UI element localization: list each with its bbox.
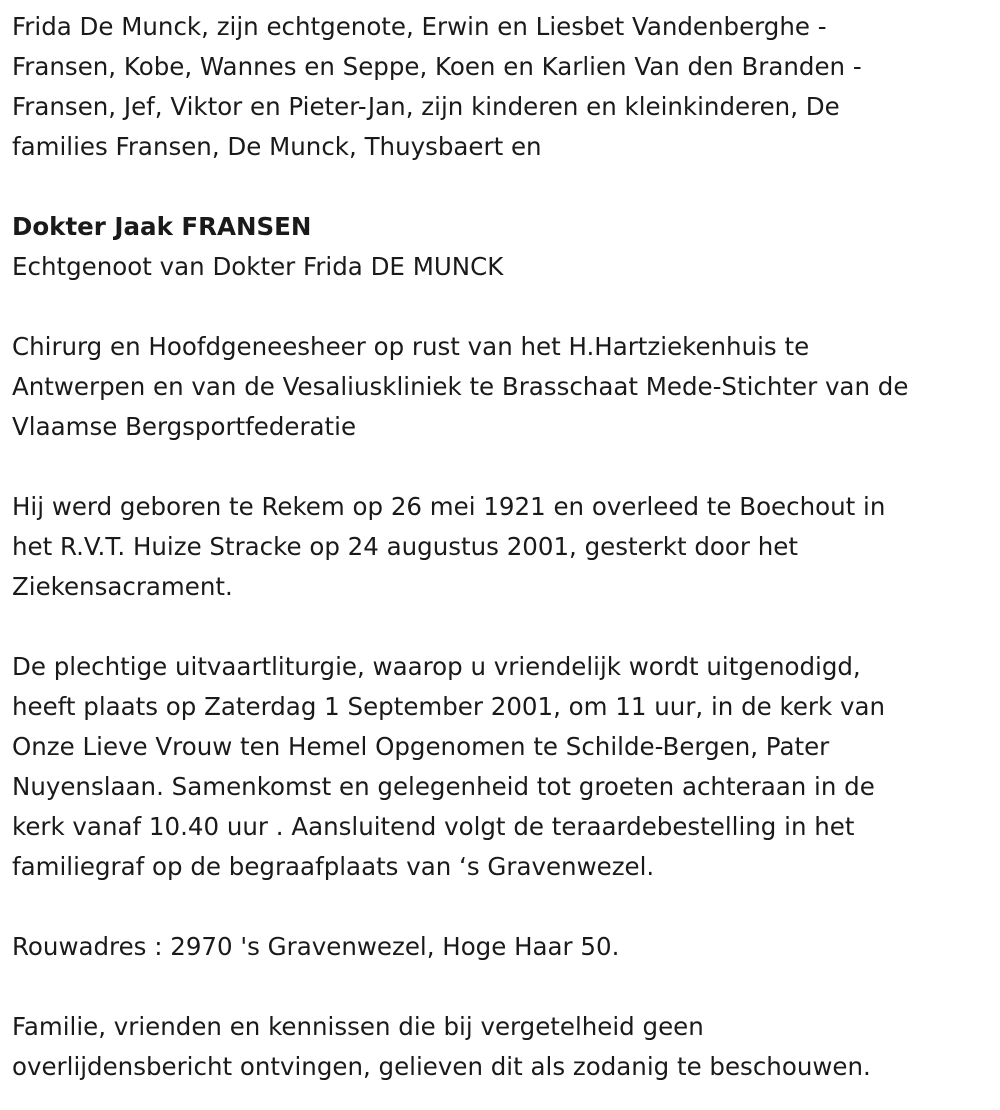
- funeral-line: De plechtige uitvaartliturgie, waarop u vriendelijk wordt uitgenodigd,: [12, 652, 861, 681]
- birth-death-line: het R.V.T. Huize Stracke op 24 augustus 2001, gesterkt door het: [12, 532, 798, 561]
- paragraph-spacer: [12, 967, 988, 1007]
- intro-paragraph: [12, 7, 988, 167]
- career-line: Vlaamse Bergsportfederatie: [12, 412, 357, 441]
- paragraph-spacer: [12, 447, 988, 487]
- birth-death-line: Hij werd geboren te Rekem op 26 mei 1921 en overleed te Boechout in: [12, 492, 886, 521]
- funeral-paragraph: [12, 647, 988, 887]
- deceased-name: Dokter Jaak FRANSEN: [12, 212, 312, 241]
- closing-line: Familie, vrienden en kennissen die bij vergetelheid geen: [12, 1012, 704, 1041]
- career-line: Chirurg en Hoofdgeneesheer op rust van het H.Hartziekenhuis te: [12, 332, 810, 361]
- intro-line: Frida De Munck, zijn echtgenote, Erwin en Liesbet Vandenberghe -: [12, 12, 827, 41]
- funeral-line: kerk vanaf 10.40 uur . Aansluitend volgt de teraardebestelling in het: [12, 812, 855, 841]
- closing-line: overlijdensbericht ontvingen, gelieven dit als zodanig te beschouwen.: [12, 1052, 871, 1081]
- birth-death-paragraph: [12, 487, 988, 607]
- funeral-line: Onze Lieve Vrouw ten Hemel Opgenomen te Schilde-Bergen, Pater: [12, 732, 830, 761]
- paragraph-spacer: [12, 607, 988, 647]
- address-paragraph: [12, 927, 988, 967]
- career-paragraph: [12, 327, 988, 447]
- funeral-line: familiegraf op de begraafplaats van ‘s Gravenwezel.: [12, 852, 655, 881]
- paragraph-spacer: [12, 167, 988, 207]
- intro-line: families Fransen, De Munck, Thuysbaert en: [12, 132, 542, 161]
- closing-paragraph: [12, 1007, 988, 1087]
- intro-line: Fransen, Kobe, Wannes en Seppe, Koen en Karlien Van den Branden -: [12, 52, 862, 81]
- spouse-line-block: [12, 247, 988, 287]
- funeral-line: Nuyenslaan. Samenkomst en gelegenheid tot groeten achteraan in de: [12, 772, 875, 801]
- paragraph-spacer: [12, 287, 988, 327]
- spouse-line: Echtgenoot van Dokter Frida DE MUNCK: [12, 252, 504, 281]
- career-line: Antwerpen en van de Vesaliuskliniek te Brasschaat Mede-Stichter van de: [12, 372, 909, 401]
- paragraph-spacer: [12, 887, 988, 927]
- mourning-address: Rouwadres : 2970 's Gravenwezel, Hoge Haar 50.: [12, 932, 620, 961]
- birth-death-line: Ziekensacrament.: [12, 572, 233, 601]
- funeral-line: heeft plaats op Zaterdag 1 September 2001, om 11 uur, in de kerk van: [12, 692, 885, 721]
- intro-line: Fransen, Jef, Viktor en Pieter-Jan, zijn kinderen en kleinkinderen, De: [12, 92, 840, 121]
